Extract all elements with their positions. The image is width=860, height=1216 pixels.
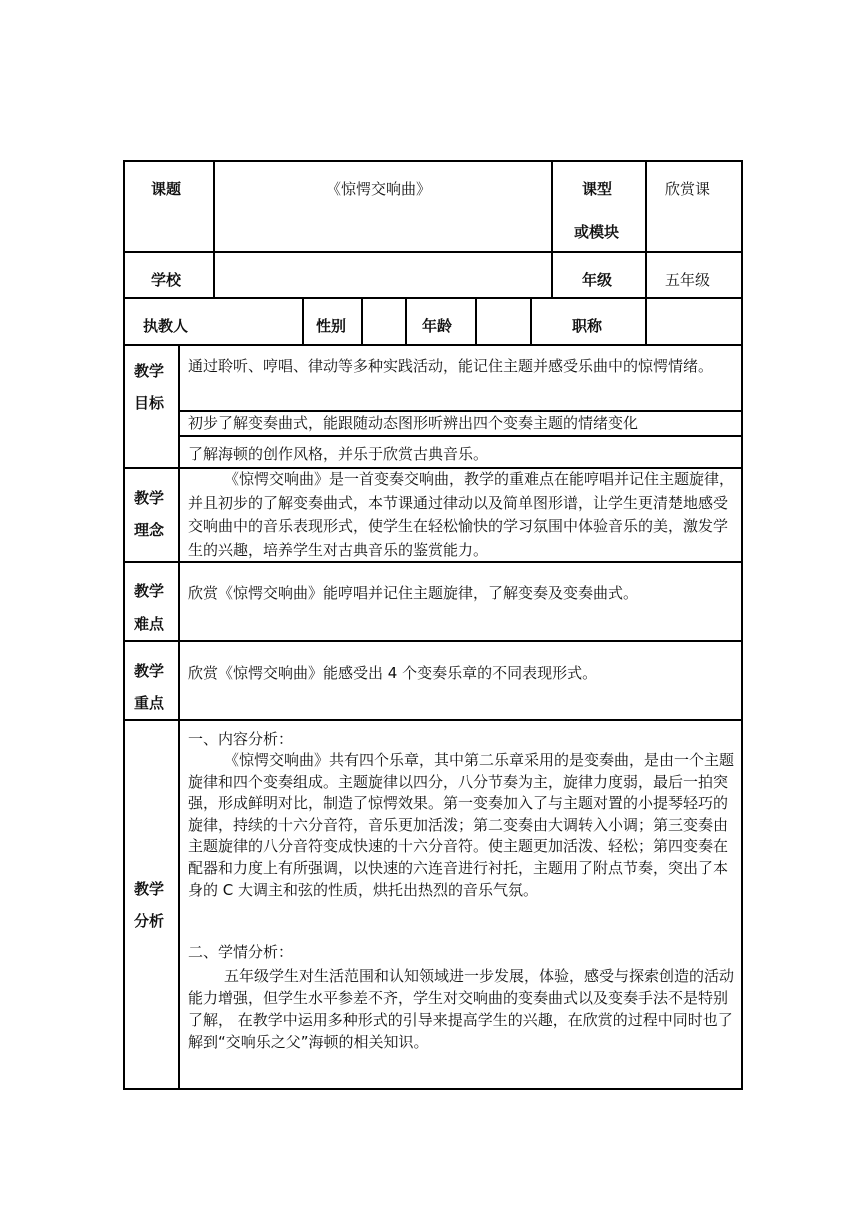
analysis-label: 教学 [134,880,165,898]
focus-label-2: 重点 [134,694,165,712]
col-divider [361,297,363,346]
objective-item: 初步了解变奏曲式，能跟随动态图形听辨出四个变奏主题的情绪变化 [188,414,639,432]
difficulty-label-2: 难点 [134,615,165,633]
col-divider [405,297,407,346]
concept-label: 教学 [134,489,165,507]
row-divider [178,435,743,437]
age-label: 年龄 [422,317,453,335]
learner-analysis-heading: 二、学情分析： [188,943,294,961]
col-divider [302,297,304,346]
row-divider [123,297,743,299]
objective-item: 通过聆听、哼唱、律动等多种实践活动，能记住主题并感受乐曲中的惊愕情绪。 [188,357,714,375]
analysis-label-2: 分析 [134,912,165,930]
col-divider [645,160,647,346]
teacher-label: 执教人 [143,317,189,335]
title-label: 职称 [572,317,603,335]
lesson-type-value: 欣赏课 [665,180,711,198]
col-divider [213,160,215,298]
learner-analysis-text: 五年级学生对生活范围和认知领域进一步发展，体验，感受与探索创造的活动能力增强，但学生水平参差不齐，学生对交响曲的变奏曲式以及变奏手法不是特别了解， 在教学中运用多种形式的引导来提高学生的兴趣，在欣赏的过程中同时也了解到“交响乐之父”海顿的相关知识。 [188,967,735,1051]
col-divider [178,344,180,1090]
focus-label: 教学 [134,662,165,680]
difficulty-label: 教学 [134,582,165,600]
row-divider [123,640,743,642]
col-divider [551,160,553,298]
lesson-type-label: 课型 [582,180,613,198]
focus-text: 欣赏《惊愕交响曲》能感受出 4 个变奏乐章的不同表现形式。 [188,664,598,682]
concept-text: 《惊愕交响曲》是一首变奏交响曲，教学的重难点在能哼唱并记住主题旋律，并且初步的了解变奏曲式，本节课通过律动以及简单图形谱，让学生更清楚地感受交响曲中的音乐表现形式，使学生在轻松愉快的学习氛围中体验音乐的美，激发学生的兴趣，培养学生对古典音乐的鉴赏能力。 [188,470,735,559]
objectives-label: 教学 [134,362,165,380]
grade-label: 年级 [582,271,613,289]
content-analysis-heading: 一、内容分析： [188,730,294,748]
grade-value: 五年级 [665,271,711,289]
concept-label-2: 理念 [134,521,165,539]
row-divider [123,719,743,721]
topic-value: 《惊愕交响曲》 [326,180,432,198]
difficulty-text: 欣赏《惊愕交响曲》能哼唱并记住主题旋律，了解变奏及变奏曲式。 [188,584,639,602]
content-analysis-text: 《惊愕交响曲》共有四个乐章，其中第二乐章采用的是变奏曲，是由一个主题旋律和四个变奏组成。主题旋律以四分，八分节奏为主，旋律力度弱，最后一拍突强，形成鲜明对比，制造了惊愕效果。第一变奏加入了与主题对置的小提琴轻巧的旋律，持续的十六分音符，音乐更加活泼；第二变奏由大调转入小调；第三变奏由主题旋律的八分音符变成快速的十六分音符。使主题更加活泼、轻松；第四变奏在配器和力度上有所强调，以快速的六连音进行衬托，主题用了附点节奏，突出了本身的 C 大调主和弦的性质，烘托出热烈的音乐气氛。 [188,751,735,899]
school-label: 学校 [151,271,182,289]
objectives-label-2: 目标 [134,394,165,412]
topic-label: 课题 [151,180,182,198]
row-divider [123,251,743,253]
row-divider [123,344,743,346]
lesson-type-label-2: 或模块 [574,223,620,241]
gender-label: 性别 [316,317,347,335]
col-divider [530,297,532,346]
col-divider [475,297,477,346]
objective-item: 了解海顿的创作风格，并乐于欣赏古典音乐。 [188,445,489,463]
